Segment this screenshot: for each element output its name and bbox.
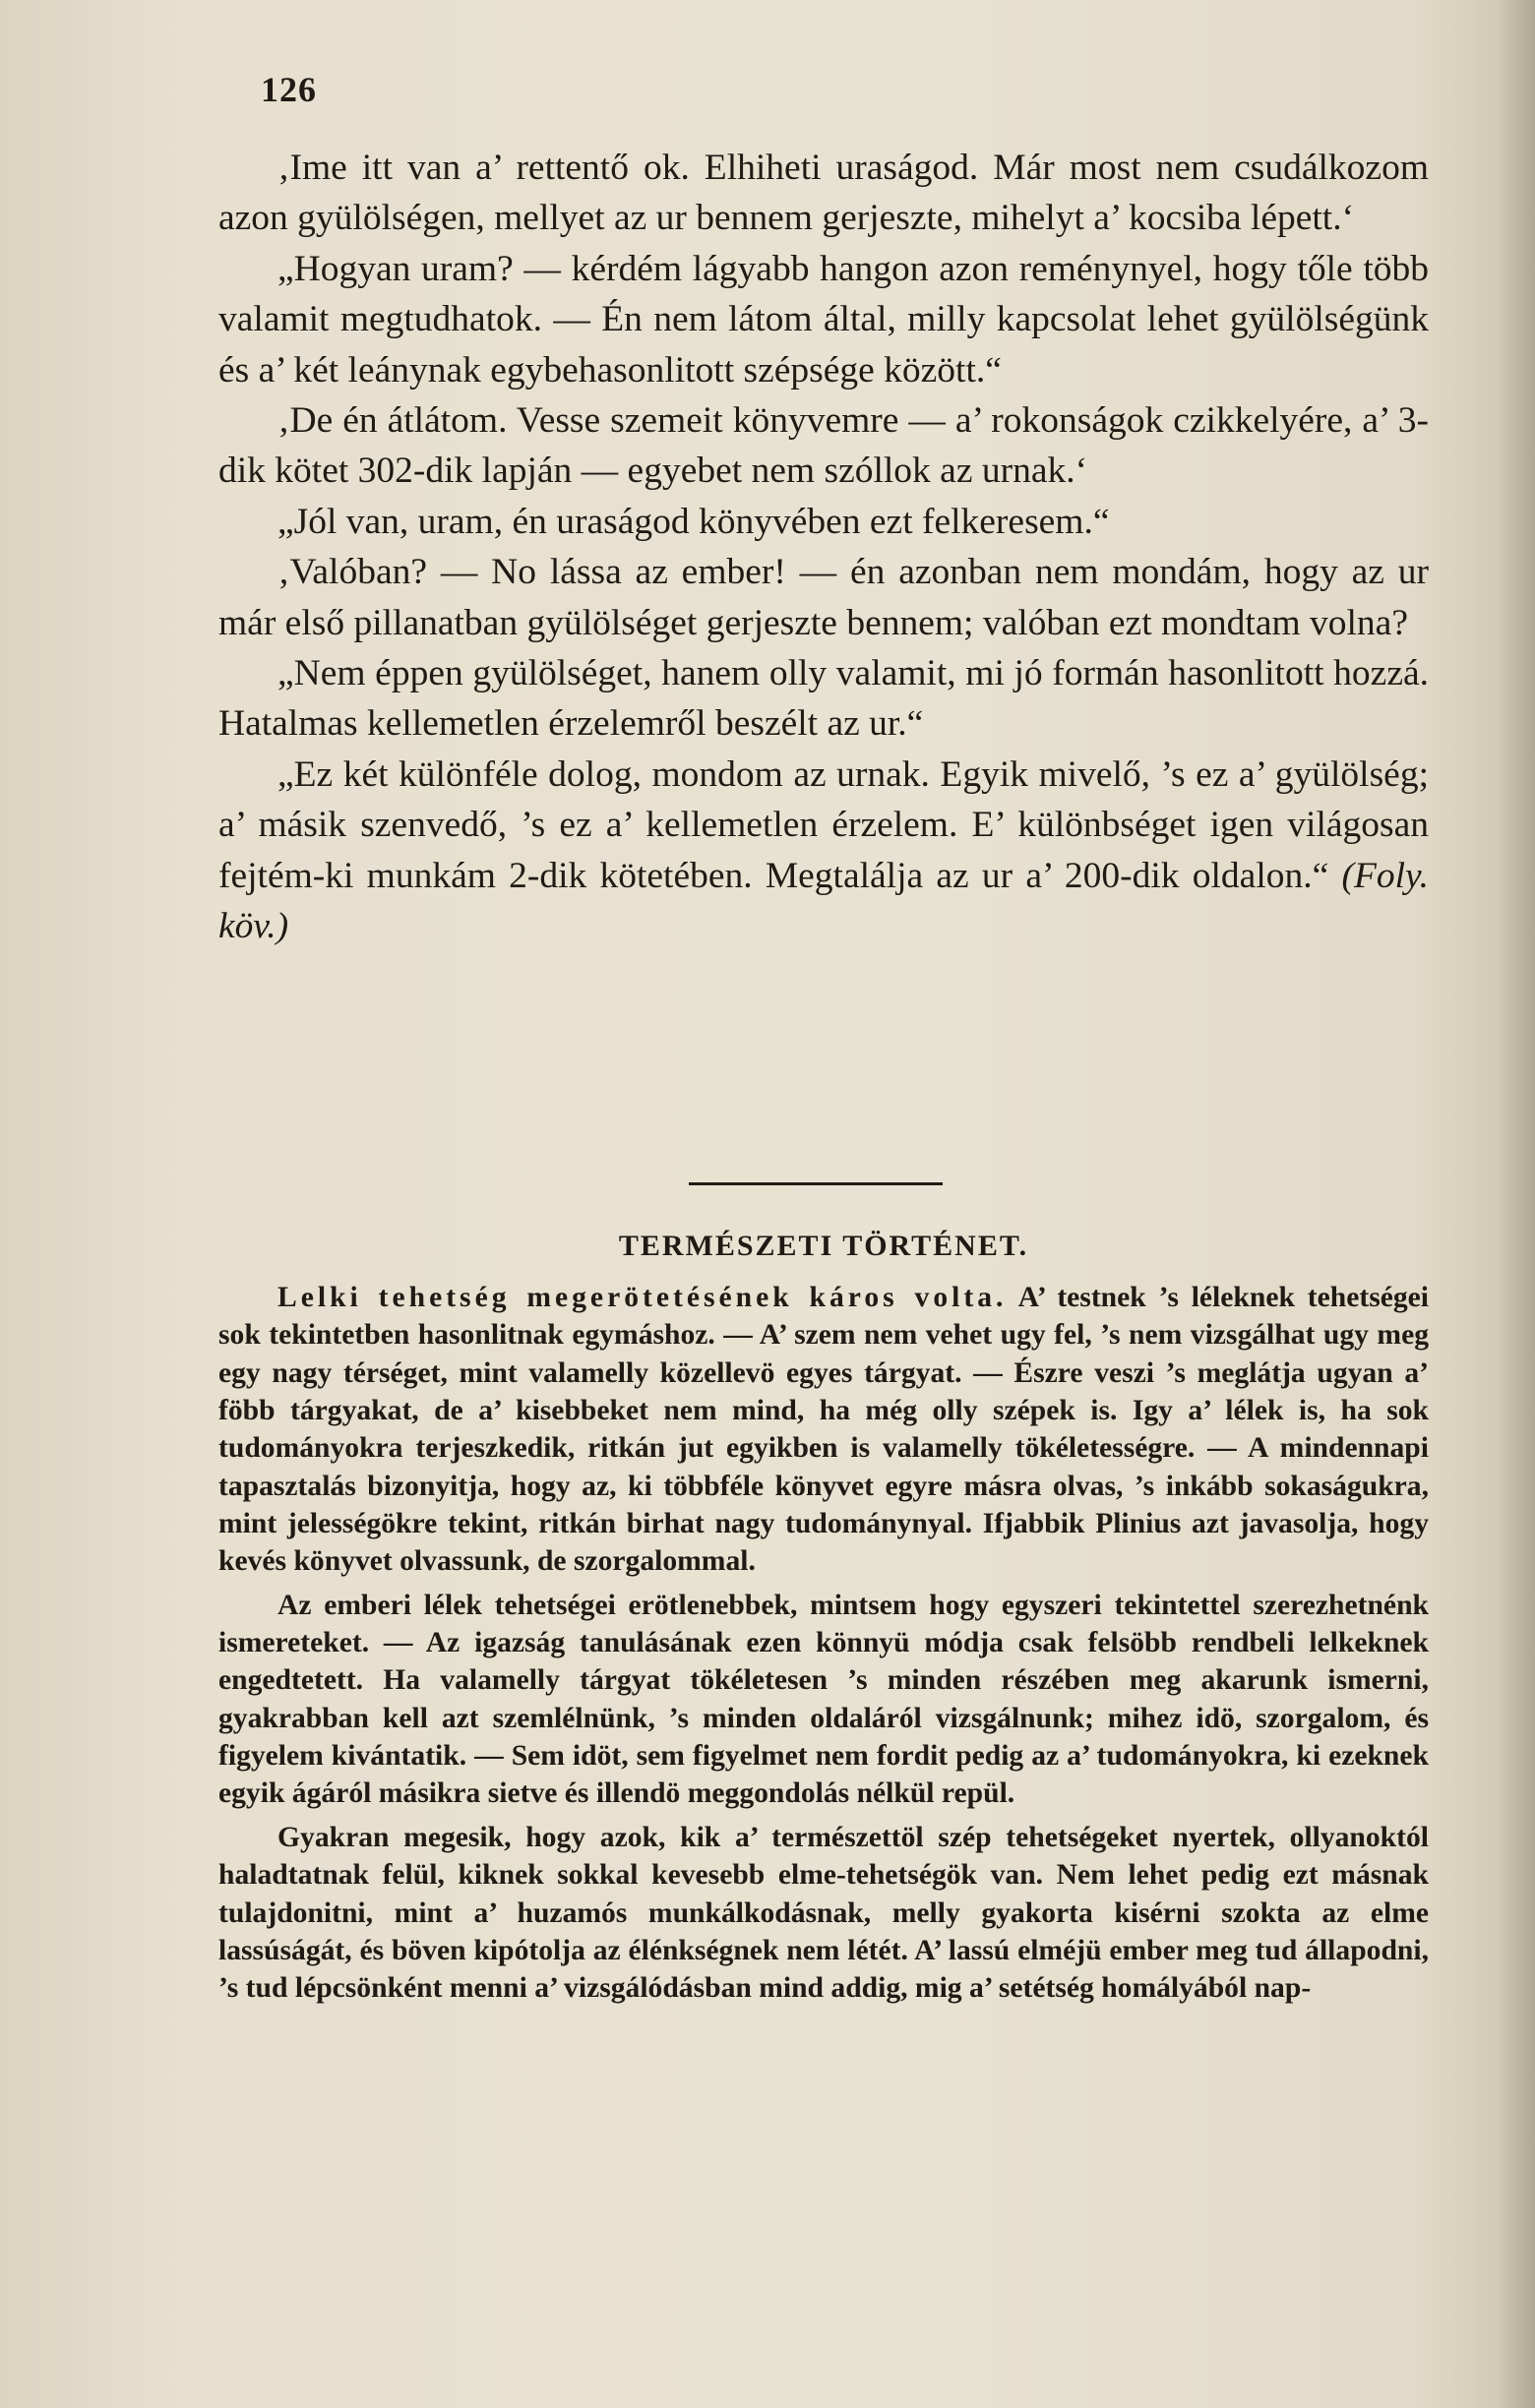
paragraph-text: „Ez két különféle dolog, mondom az urnak. Egyik mivelő, ’s ez a’ gyülölség; a’ másik szenvedő, ’s ez a’ kellemetlen érzelem. E’ különbséget igen világosan fejtém-ki munkám 2-dik kötetében. Megtalálja az ur a’ 200-dik oldalon.“ xyxy=(218,753,1429,896)
paragraph: Az emberi lélek tehetségei erötlenebbek, mintsem hogy egyszeri tekintettel szerezhetnénk ismereteket. — Az igazság tanulásának ezen könnyü módja csak felsöbb rendbeli lelkeknek engedtetett. Ha valamelly tárgyat tökéletesen ’s minden részében meg akarunk ismerni, gyakrabban kell azt szemlélnünk, ’s minden oldaláról vizsgálnunk; mihez idö, szorgalom, és figyelem kivántatik. — Sem idöt, sem figyelmet nem fordit pedig az a’ tudományokra, ki ezeknek egyik ágáról másikra sietve és illendö meggondolás nélkül repül. xyxy=(218,1589,1429,1810)
page-number: 126 xyxy=(261,70,317,109)
paragraph-text: A’ testnek ’s léleknek tehetségei sok tekintetben hasonlitnak egymáshoz. — A’ szem nem vehet ugy fel, ’s nem vizsgálhat ugy meg egy nagy térséget, mint valamelly közellevö egyes tárgyat. — Észre veszi ’s meglátja ugyan a’ föbb tárgyakat, de a’ kisebbeket nem mind, ha még olly szépek is. Igy a’ lélek is, ha sok tudományokra terjeszkedik, ritkán jut egyikben is valamelly tökéletességre. — A mindennapi tapasztalás bizonyitja, hogy az, ki többféle könyvet egyre másra olvas, ’s inkább sokaságukra, mint jelességökre tekint, ritkán birhat nagy tudománynyal. Ifjabbik Plinius azt javasolja, hogy kevés könyvet olvassunk, de szorgalommal. xyxy=(218,1282,1430,1578)
paragraph: „Jól van, uram, én uraságod könyvében ezt felkeresem.“ xyxy=(277,501,1110,542)
paragraph: ‚Ime itt van a’ rettentő ok. Elhiheti uraságod. Már most nem csudálkozom azon gyülölségen, mellyet az ur bennem gerjeszte, mihelyt a’ kocsiba lépett.‘ xyxy=(218,148,1429,239)
paragraph: „Nem éppen gyülölséget, hanem olly valamit, mi jó formán hasonlitott hozzá. Hatalmas kellemetlen érzelemről beszélt az ur.“ xyxy=(218,653,1429,745)
paragraph xyxy=(218,750,1429,952)
section-divider xyxy=(689,1182,943,1185)
article-text xyxy=(218,1279,1429,2008)
article-title: Lelki tehetség megerötetésének káros volta. xyxy=(277,1282,1008,1313)
continuation-note: (Foly. köv.) xyxy=(218,855,1429,947)
paragraph: ‚Valóban? — No lássa az ember! — én azonban nem mondám, hogy az ur már első pillanatban gyülölséget gerjeszte bennem; valóban ezt mondtam volna? xyxy=(218,552,1429,643)
page-edge-shadow xyxy=(1496,0,1535,2408)
paragraph: ‚De én átlátom. Vesse szemeit könyvemre — a’ rokonságok czikkelyére, a’ 3-dik kötet 302-dik lapján — egyebet nem szóllok az urnak.‘ xyxy=(218,400,1429,492)
paragraph: „Hogyan uram? — kérdém lágyabb hangon azon reménynyel, hogy tőle több valamit megtudhatok. — Én nem látom által, milly kapcsolat lehet gyülölségünk és a’ két leánynak egybehasonlitott szépsége között.“ xyxy=(218,248,1429,391)
paragraph xyxy=(218,1279,1429,1581)
paragraph: Gyakran megesik, hogy azok, kik a’ természettöl szép tehetségeket nyertek, ollyanoktól haladtatnak felül, kiknek sokkal kevesebb elme-tehetségök van. Nem lehet pedig ezt másnak tulajdonitni, mint a’ huzamós munkálkodásnak, melly gyakorta kisérni szokta az elme lassúságát, és böven kipótolja az élénkségnek nem létét. A’ lassú elméjü ember meg tud állapodni, ’s tud lépcsönként menni a’ vizsgálódásban mind addig, mig a’ setétség homályából nap- xyxy=(218,1821,1429,2005)
dialogue-text xyxy=(218,143,1429,952)
section-heading: TERMÉSZETI TÖRTÉNET. xyxy=(618,1230,1029,1262)
